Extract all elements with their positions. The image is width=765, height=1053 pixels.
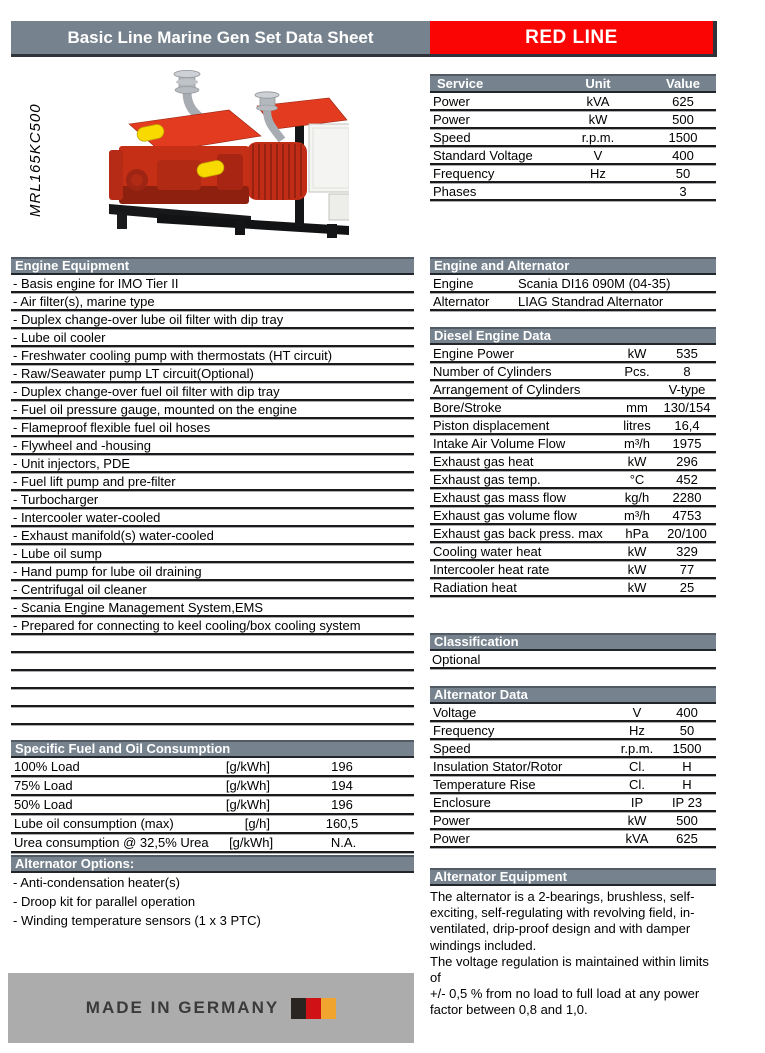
cell-label: Frequency xyxy=(433,722,495,738)
text-line: The voltage regulation is maintained within limits of xyxy=(430,953,709,986)
list-item xyxy=(11,293,414,311)
alternator-equipment-text xyxy=(430,886,716,1019)
cell-value: 50 xyxy=(675,165,691,181)
cell-unit: kW xyxy=(627,579,647,595)
cell-value: 196 xyxy=(331,797,353,812)
cell-unit: [g/kWh] xyxy=(225,778,270,793)
list-item xyxy=(11,599,414,617)
cell-label: Urea consumption @ 32,5% Urea xyxy=(14,835,209,850)
cell-value: 535 xyxy=(676,345,698,361)
cell-value: 1500 xyxy=(668,129,698,145)
item-text: - Exhaust manifold(s) water-cooled xyxy=(13,527,214,543)
table-row xyxy=(430,381,716,399)
cell-unit: litres xyxy=(623,417,651,433)
cell-label: Intercooler heat rate xyxy=(433,561,550,577)
cell-value: 3 xyxy=(679,183,687,199)
list-item xyxy=(11,365,414,383)
cell-unit: r.p.m. xyxy=(581,129,615,145)
cell-unit: Cl. xyxy=(629,758,645,774)
cell-unit: kW xyxy=(588,111,608,127)
item-text: - Scania Engine Management System,EMS xyxy=(13,599,264,615)
text-line: +/- 0,5 % from no load to full load at any power xyxy=(430,986,700,1002)
item-text: - Fuel lift pump and pre-filter xyxy=(13,473,176,489)
table-row xyxy=(11,815,414,834)
table-row xyxy=(430,399,716,417)
table-row xyxy=(430,453,716,471)
cell-label: Exhaust gas mass flow xyxy=(433,489,566,505)
table-row xyxy=(430,740,716,758)
item-text: - Flameproof flexible fuel oil hoses xyxy=(13,419,211,435)
alternator-equipment-section xyxy=(430,868,716,1019)
alternator-data-section xyxy=(430,686,716,848)
cell-label: Temperature Rise xyxy=(433,776,536,792)
flag-red-stripe xyxy=(306,998,321,1019)
list-item xyxy=(11,347,414,365)
cell-unit: kVA xyxy=(625,830,649,846)
cell-unit: V xyxy=(632,704,642,720)
cell-label: Standard Voltage xyxy=(433,147,533,163)
list-item xyxy=(11,473,414,491)
cell-label: 75% Load xyxy=(14,778,73,793)
cell-label: Phases xyxy=(433,183,477,199)
classification-value: Optional xyxy=(432,651,481,667)
cell-value: H xyxy=(682,776,692,792)
list-item xyxy=(11,311,414,329)
table-row xyxy=(430,489,716,507)
table-row xyxy=(430,147,716,165)
table-row xyxy=(430,543,716,561)
model-label: MRL165KC500 xyxy=(27,103,44,217)
cell-unit: IP xyxy=(630,794,644,810)
service-table-header xyxy=(430,74,716,93)
flag-black-stripe xyxy=(291,998,306,1019)
cell-unit: kW xyxy=(627,561,647,577)
table-row xyxy=(430,363,716,381)
item-text: - Duplex change-over lube oil filter with dip tray xyxy=(13,311,284,327)
cell-label: 50% Load xyxy=(14,797,73,812)
cell-label: Alternator xyxy=(433,293,490,309)
cell-value: 1975 xyxy=(672,435,702,451)
text-line: The alternator is a 2-bearings, brushless, self- xyxy=(430,889,695,904)
flag-gold-stripe xyxy=(321,998,336,1019)
list-item xyxy=(11,383,414,401)
cell-value: 625 xyxy=(672,93,694,109)
table-row xyxy=(430,183,716,201)
item-text: - Duplex change-over fuel oil filter with dip tray xyxy=(13,383,280,399)
section-title: Alternator Data xyxy=(430,686,716,704)
genset-image xyxy=(99,62,349,247)
table-row xyxy=(430,794,716,812)
list-item xyxy=(11,892,414,911)
cell-unit: kg/h xyxy=(624,489,650,505)
cell-value: 400 xyxy=(676,704,698,720)
list-item xyxy=(11,491,414,509)
table-row xyxy=(11,834,414,853)
made-in-germany-label: MADE IN GERMANY xyxy=(85,998,280,1017)
cell-label: Piston displacement xyxy=(433,417,550,433)
blank-row xyxy=(11,653,414,671)
cell-label: Speed xyxy=(433,129,471,145)
list-item xyxy=(11,437,414,455)
list-item xyxy=(11,873,414,892)
cell-value: 500 xyxy=(672,111,694,127)
cell-value: 25 xyxy=(679,579,695,595)
item-text: - Lube oil sump xyxy=(13,545,102,561)
engine-equipment-section xyxy=(11,257,414,725)
table-row xyxy=(11,777,414,796)
table-row xyxy=(430,812,716,830)
cell-value: LIAG Standrad Alternator xyxy=(518,293,664,309)
cell-unit: m³/h xyxy=(624,507,650,523)
cell-value: 20/100 xyxy=(667,525,707,541)
list-item xyxy=(11,563,414,581)
section-title: Classification xyxy=(430,633,716,651)
cell-label: Voltage xyxy=(433,704,477,720)
section-title: Engine Equipment xyxy=(11,257,414,275)
cell-value: 296 xyxy=(676,453,698,469)
blank-row xyxy=(11,635,414,653)
cell-unit: r.p.m. xyxy=(620,740,654,756)
made-in-germany-banner xyxy=(8,973,414,1043)
fuel-consumption-section xyxy=(11,740,414,853)
table-row xyxy=(430,830,716,848)
engine-and-alternator-section xyxy=(430,257,716,311)
item-text: - Raw/Seawater pump LT circuit(Optional) xyxy=(13,365,254,381)
table-row xyxy=(430,345,716,363)
cell-value: 400 xyxy=(672,147,694,163)
classification-section xyxy=(430,633,716,669)
item-text: - Basis engine for IMO Tier II xyxy=(13,275,179,291)
cell-label: Power xyxy=(433,812,470,828)
item-text: - Freshwater cooling pump with thermostats (HT circuit) xyxy=(13,347,333,363)
cell-label: Exhaust gas temp. xyxy=(433,471,541,487)
cell-unit: mm xyxy=(626,399,648,415)
table-row xyxy=(430,579,716,597)
cell-unit: kW xyxy=(627,453,647,469)
cell-label: 100% Load xyxy=(14,759,80,774)
cell-label: Arrangement of Cylinders xyxy=(433,381,581,397)
item-text: - Fuel oil pressure gauge, mounted on the engine xyxy=(13,401,298,417)
cell-label: Cooling water heat xyxy=(433,543,542,559)
germany-flag-icon xyxy=(291,998,336,1019)
blank-row xyxy=(11,707,414,725)
text-line: windings included. xyxy=(430,937,537,953)
cell-value: 196 xyxy=(331,759,353,774)
cell-label: Enclosure xyxy=(433,794,491,810)
cell-value: 194 xyxy=(331,778,353,793)
product-figure xyxy=(11,58,414,255)
item-text: - Lube oil cooler xyxy=(13,329,106,345)
table-row xyxy=(430,722,716,740)
list-item xyxy=(11,509,414,527)
col-unit: Unit xyxy=(585,75,611,91)
item-text: - Prepared for connecting to keel cooling/box cooling system xyxy=(13,617,361,633)
item-text: - Flywheel and -housing xyxy=(13,437,152,453)
item-text: - Centrifugal oil cleaner xyxy=(13,581,147,597)
section-title: Alternator Equipment xyxy=(430,868,716,886)
item-text: - Winding temperature sensors (1 x 3 PTC) xyxy=(13,913,261,928)
cell-unit: kVA xyxy=(586,93,610,109)
col-value: Value xyxy=(666,75,700,91)
cell-label: Exhaust gas back press. max xyxy=(433,525,603,541)
cell-label: Power xyxy=(433,93,470,109)
cell-value: 1500 xyxy=(672,740,702,756)
text-line: exciting, self-regulating with revolving field, in- xyxy=(430,905,695,921)
cell-label: Power xyxy=(433,830,470,846)
item-text: - Unit injectors, PDE xyxy=(13,455,131,471)
brand-badge: RED LINE xyxy=(430,21,713,54)
cell-label: Lube oil consumption (max) xyxy=(14,816,174,831)
cell-value: 625 xyxy=(676,830,698,846)
table-row xyxy=(430,165,716,183)
header-bar xyxy=(11,21,717,57)
list-item xyxy=(11,401,414,419)
alternator-options-section xyxy=(11,855,414,930)
list-item xyxy=(11,545,414,563)
text-line: factor between 0,8 and 1,0. xyxy=(430,1002,588,1018)
cell-unit: kW xyxy=(627,543,647,559)
cell-unit: °C xyxy=(629,471,645,487)
cell-label: Engine xyxy=(433,275,474,291)
list-item xyxy=(11,275,414,293)
table-row xyxy=(430,275,716,293)
table-row xyxy=(430,111,716,129)
table-row xyxy=(430,507,716,525)
cell-value: H xyxy=(682,758,692,774)
item-text: - Turbocharger xyxy=(13,491,99,507)
diesel-engine-data-section xyxy=(430,327,716,597)
table-row xyxy=(430,129,716,147)
cell-value: 16,4 xyxy=(674,417,700,433)
table-row xyxy=(11,758,414,777)
table-row xyxy=(430,293,716,311)
cell-label: Frequency xyxy=(433,165,495,181)
page-title: Basic Line Marine Gen Set Data Sheet xyxy=(67,28,374,47)
cell-label: Power xyxy=(433,111,470,127)
table-row xyxy=(11,796,414,815)
cell-label: Engine Power xyxy=(433,345,514,361)
cell-label: Speed xyxy=(433,740,471,756)
cell-label: Exhaust gas volume flow xyxy=(433,507,577,523)
cell-label: Bore/Stroke xyxy=(433,399,502,415)
cell-value: 4753 xyxy=(672,507,702,523)
col-service: Service xyxy=(437,75,484,91)
list-item xyxy=(11,527,414,545)
cell-value: 2280 xyxy=(672,489,702,505)
section-title: Diesel Engine Data xyxy=(430,327,716,345)
item-text: - Droop kit for parallel operation xyxy=(13,894,196,909)
table-row xyxy=(430,561,716,579)
cell-value: 50 xyxy=(679,722,695,738)
item-text: - Air filter(s), marine type xyxy=(13,293,155,309)
cell-value: 329 xyxy=(676,543,698,559)
table-row xyxy=(430,758,716,776)
table-row xyxy=(430,93,716,111)
list-item xyxy=(11,455,414,473)
item-text: - Anti-condensation heater(s) xyxy=(13,875,180,890)
list-item xyxy=(11,617,414,635)
list-item xyxy=(11,911,414,930)
cell-unit: [g/kWh] xyxy=(229,835,274,850)
cell-value: V-type xyxy=(668,381,706,397)
cell-value: 500 xyxy=(676,812,698,828)
service-table xyxy=(430,74,716,201)
section-title: Alternator Options: xyxy=(11,855,414,873)
cell-unit: [g/kWh] xyxy=(225,797,270,812)
cell-value: 452 xyxy=(676,471,698,487)
cell-unit: kW xyxy=(627,812,647,828)
cell-label: Intake Air Volume Flow xyxy=(433,435,566,451)
cell-value: Scania DI16 090M (04-35) xyxy=(518,275,671,291)
cell-value: 8 xyxy=(683,363,691,379)
table-row xyxy=(430,471,716,489)
text-line: ventilated, drip-proof design and with damper xyxy=(430,921,691,937)
cell-unit: Pcs. xyxy=(624,363,650,379)
list-item xyxy=(11,419,414,437)
cell-unit: kW xyxy=(627,345,647,361)
cell-unit: [g/kWh] xyxy=(225,759,270,774)
cell-value: N.A. xyxy=(330,835,357,850)
item-text: - Hand pump for lube oil draining xyxy=(13,563,202,579)
cell-label: Insulation Stator/Rotor xyxy=(433,758,563,774)
list-item xyxy=(11,581,414,599)
cell-unit: m³/h xyxy=(624,435,650,451)
table-row xyxy=(430,704,716,722)
section-title: Engine and Alternator xyxy=(430,257,716,275)
table-row xyxy=(430,776,716,794)
cell-value: IP 23 xyxy=(671,794,703,810)
cell-unit: V xyxy=(593,147,603,163)
cell-unit: Hz xyxy=(629,722,645,738)
cell-unit: [g/h] xyxy=(244,816,270,831)
cell-unit: hPa xyxy=(625,525,649,541)
table-row xyxy=(430,435,716,453)
cell-label: Exhaust gas heat xyxy=(433,453,534,469)
cell-value: 160,5 xyxy=(325,816,359,831)
cell-label: Number of Cylinders xyxy=(433,363,552,379)
blank-row xyxy=(11,689,414,707)
cell-unit: Cl. xyxy=(629,776,645,792)
section-title: Specific Fuel and Oil Consumption xyxy=(11,740,414,758)
table-row xyxy=(430,651,716,669)
list-item xyxy=(11,329,414,347)
table-row xyxy=(430,417,716,435)
table-row xyxy=(430,525,716,543)
cell-value: 77 xyxy=(679,561,695,577)
cell-unit: Hz xyxy=(590,165,606,181)
item-text: - Intercooler water-cooled xyxy=(13,509,161,525)
cell-label: Radiation heat xyxy=(433,579,517,595)
blank-row xyxy=(11,671,414,689)
cell-value: 130/154 xyxy=(663,399,711,415)
